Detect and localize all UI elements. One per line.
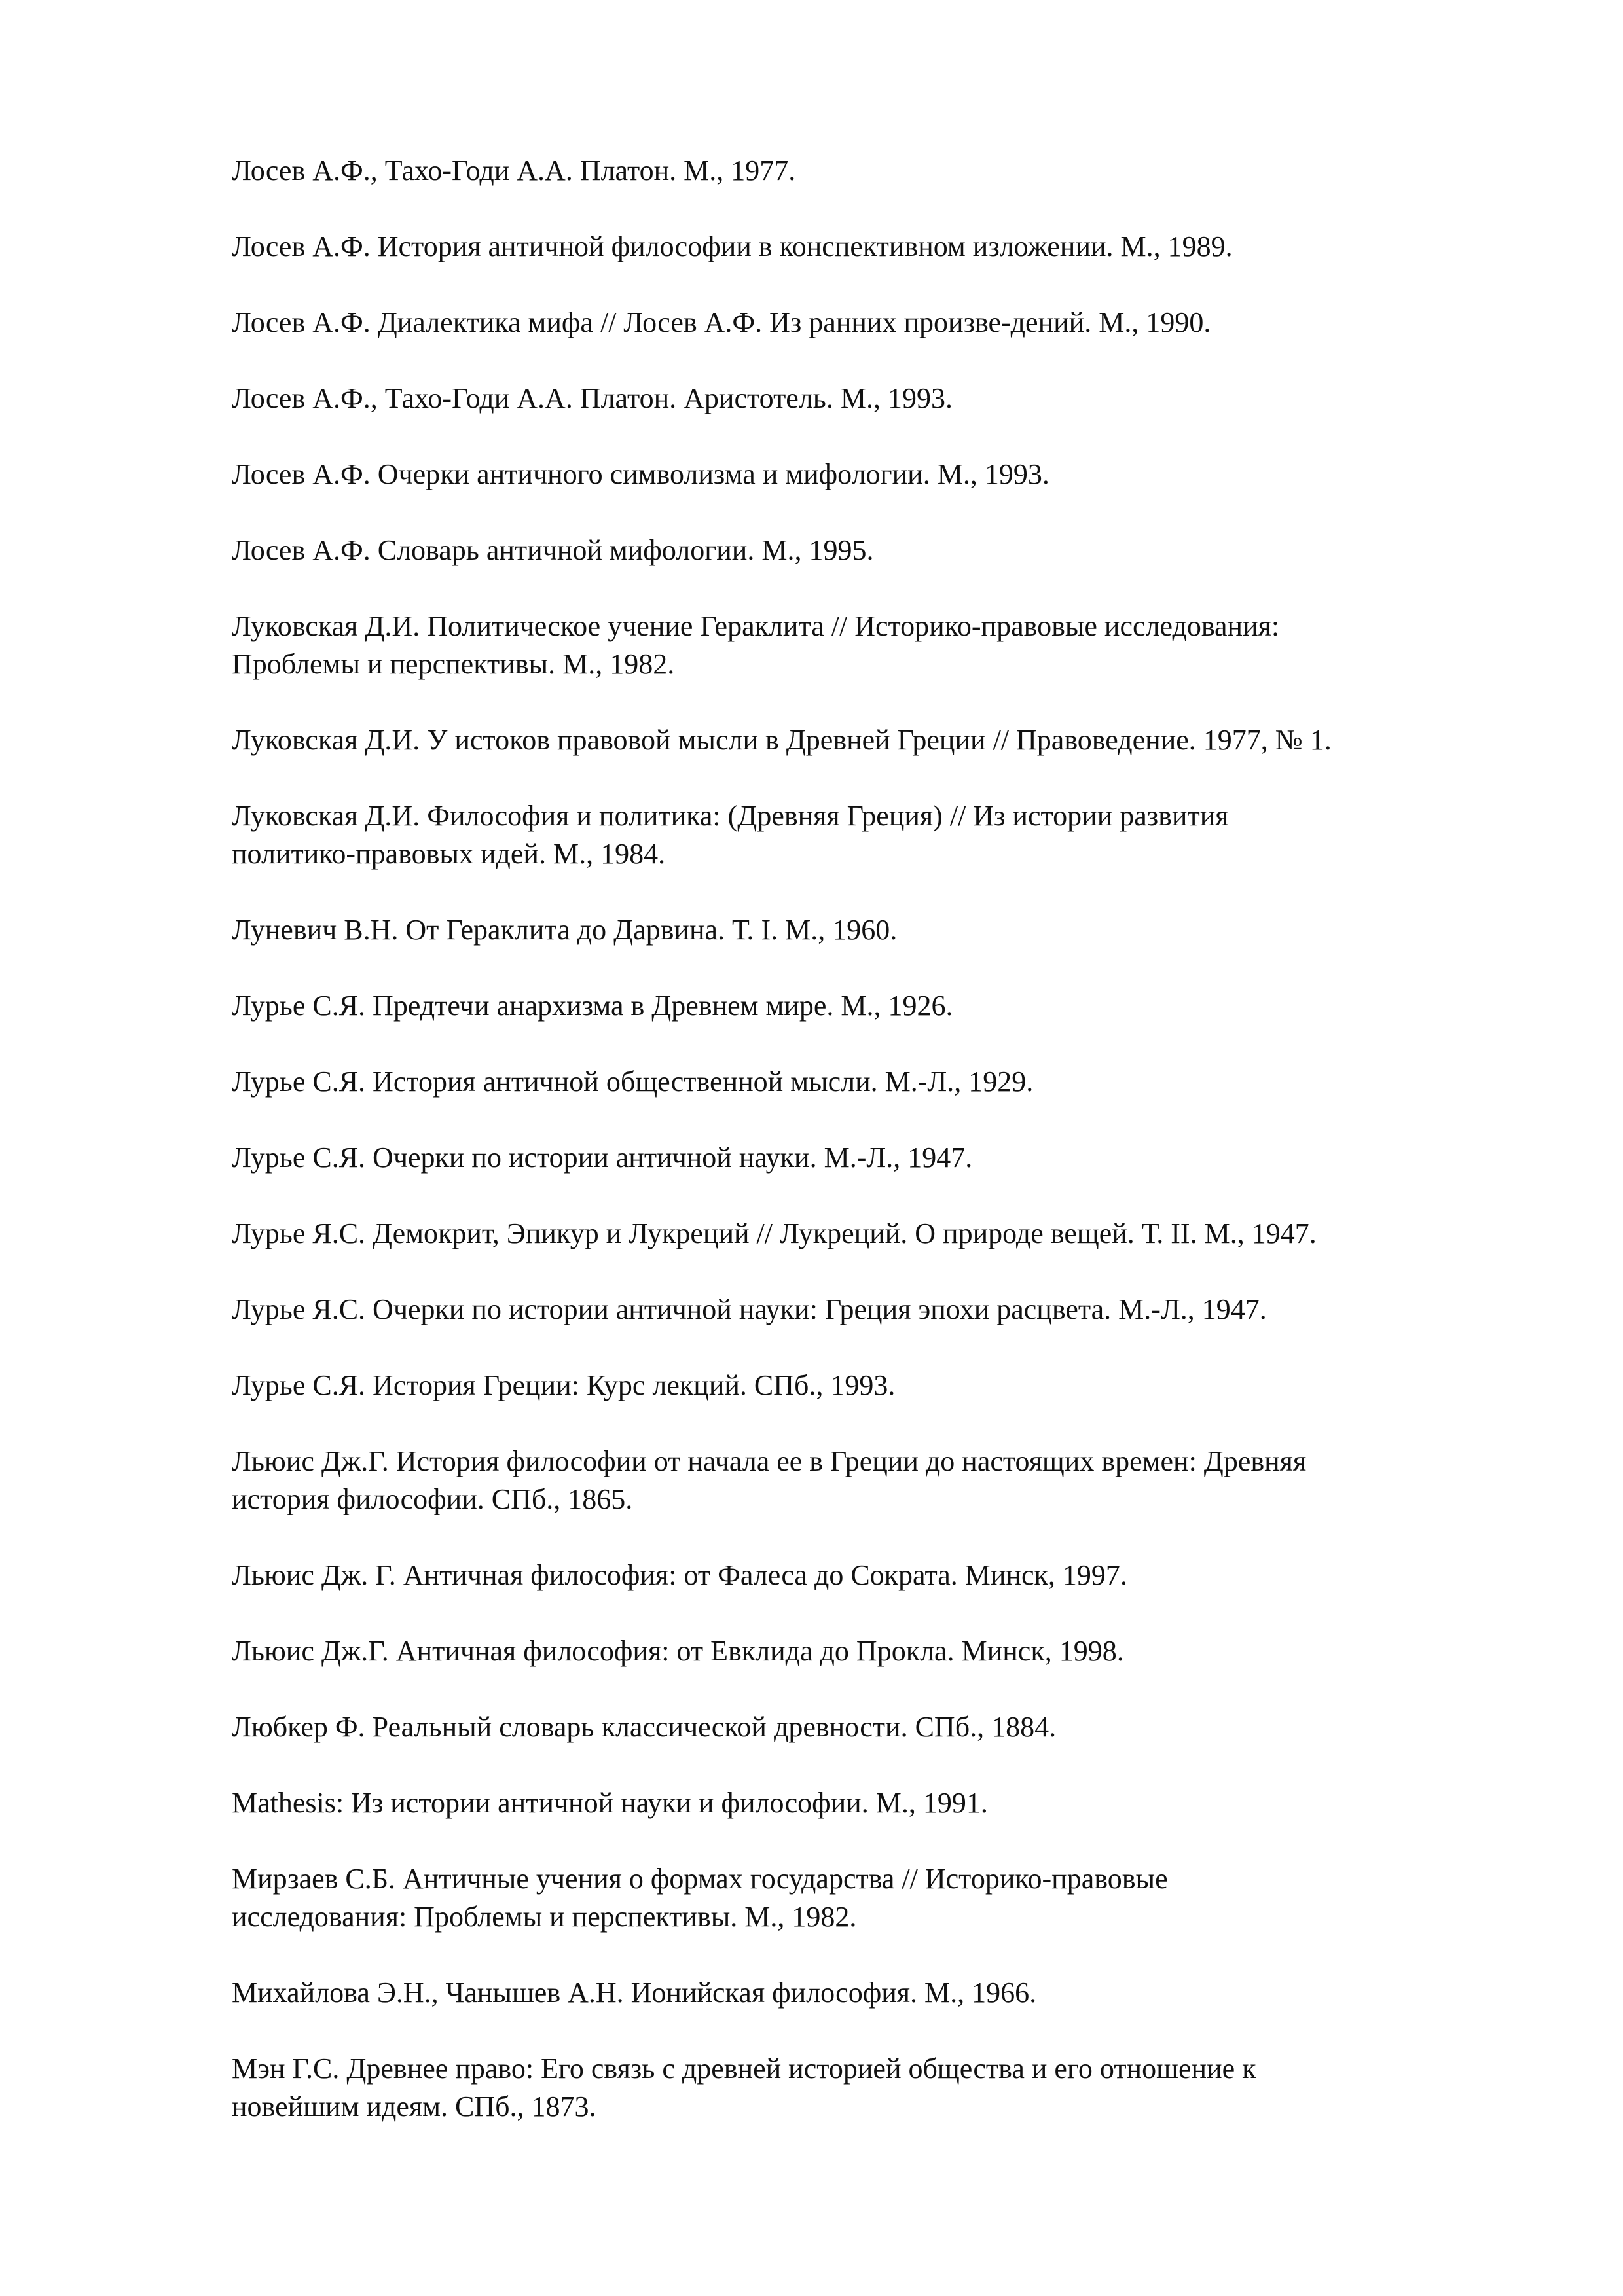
bibliography-entry: Любкер Ф. Реальный словарь классической древности. СПб., 1884. xyxy=(232,1711,1057,1743)
bibliography-entry: Лосев А.Ф. История античной философии в конспективном изложении. М., 1989. xyxy=(232,230,1233,262)
bibliography-entry: Mathesis: Из истории античной науки и философии. М., 1991. xyxy=(232,1787,988,1819)
bibliography-entry: Луковская Д.И. Философия и политика: (Древняя Греция) // Из истории развития политико-правовых идей. М., 1984. xyxy=(232,800,1229,870)
bibliography-entry: Льюис Дж. Г. Античная философия: от Фалеса до Сократа. Минск, 1997. xyxy=(232,1559,1127,1591)
bibliography-entry: Луковская Д.И. У истоков правовой мысли в Древней Греции // Правоведение. 1977, № 1. xyxy=(232,724,1332,756)
bibliography-entry: Лурье Я.С. Демокрит, Эпикур и Лукреций // Лукреций. О природе вещей. Т. II. М., 1947. xyxy=(232,1217,1317,1249)
bibliography-entry: Луневич В.Н. От Гераклита до Дарвина. Т. I. М., 1960. xyxy=(232,914,898,946)
bibliography-entry: Лурье С.Я. Предтечи анархизма в Древнем мире. М., 1926. xyxy=(232,990,953,1022)
bibliography-entry: Лосев А.Ф., Тахо-Годи А.А. Платон. М., 1977. xyxy=(232,154,796,187)
bibliography-entry: Мирзаев С.Б. Античные учения о формах государства // Историко-правовые исследования: Проблемы и перспективы. М., 1982. xyxy=(232,1863,1168,1933)
bibliography-entry: Лурье С.Я. История античной общественной мысли. М.-Л., 1929. xyxy=(232,1066,1034,1098)
bibliography-entry: Лурье С.Я. Очерки по истории античной науки. М.-Л., 1947. xyxy=(232,1141,973,1174)
bibliography-entry: Лурье Я.С. Очерки по истории античной науки: Греция эпохи расцвета. М.-Л., 1947. xyxy=(232,1293,1267,1325)
bibliography-entry: Лурье С.Я. История Греции: Курс лекций. СПб., 1993. xyxy=(232,1369,896,1401)
bibliography-entry: Лосев А.Ф. Словарь античной мифологии. М., 1995. xyxy=(232,534,874,566)
bibliography-list xyxy=(232,152,1508,2164)
bibliography-entry: Луковская Д.И. Политическое учение Гераклита // Историко-правовые исследования: Проблемы и перспективы. М., 1982. xyxy=(232,610,1280,680)
bibliography-entry: Лосев А.Ф., Тахо-Годи А.А. Платон. Аристотель. М., 1993. xyxy=(232,382,953,414)
bibliography-entry: Льюис Дж.Г. Античная философия: от Евклида до Прокла. Минск, 1998. xyxy=(232,1635,1124,1667)
bibliography-entry: Лосев А.Ф. Очерки античного символизма и мифологии. М., 1993. xyxy=(232,458,1049,490)
bibliography-entry: Льюис Дж.Г. История философии от начала ее в Греции до настоящих времен: Древняя история философии. СПб., 1865. xyxy=(232,1445,1307,1515)
bibliography-entry: Михайлова Э.Н., Чанышев А.Н. Ионийская философия. М., 1966. xyxy=(232,1977,1037,2009)
bibliography-entry: Лосев А.Ф. Диалектика мифа // Лосев А.Ф. Из ранних произве-дений. М., 1990. xyxy=(232,306,1211,338)
bibliography-entry: Мэн Г.С. Древнее право: Его связь с древней историей общества и его отношение к новейшим идеям. СПб., 1873. xyxy=(232,2053,1256,2123)
